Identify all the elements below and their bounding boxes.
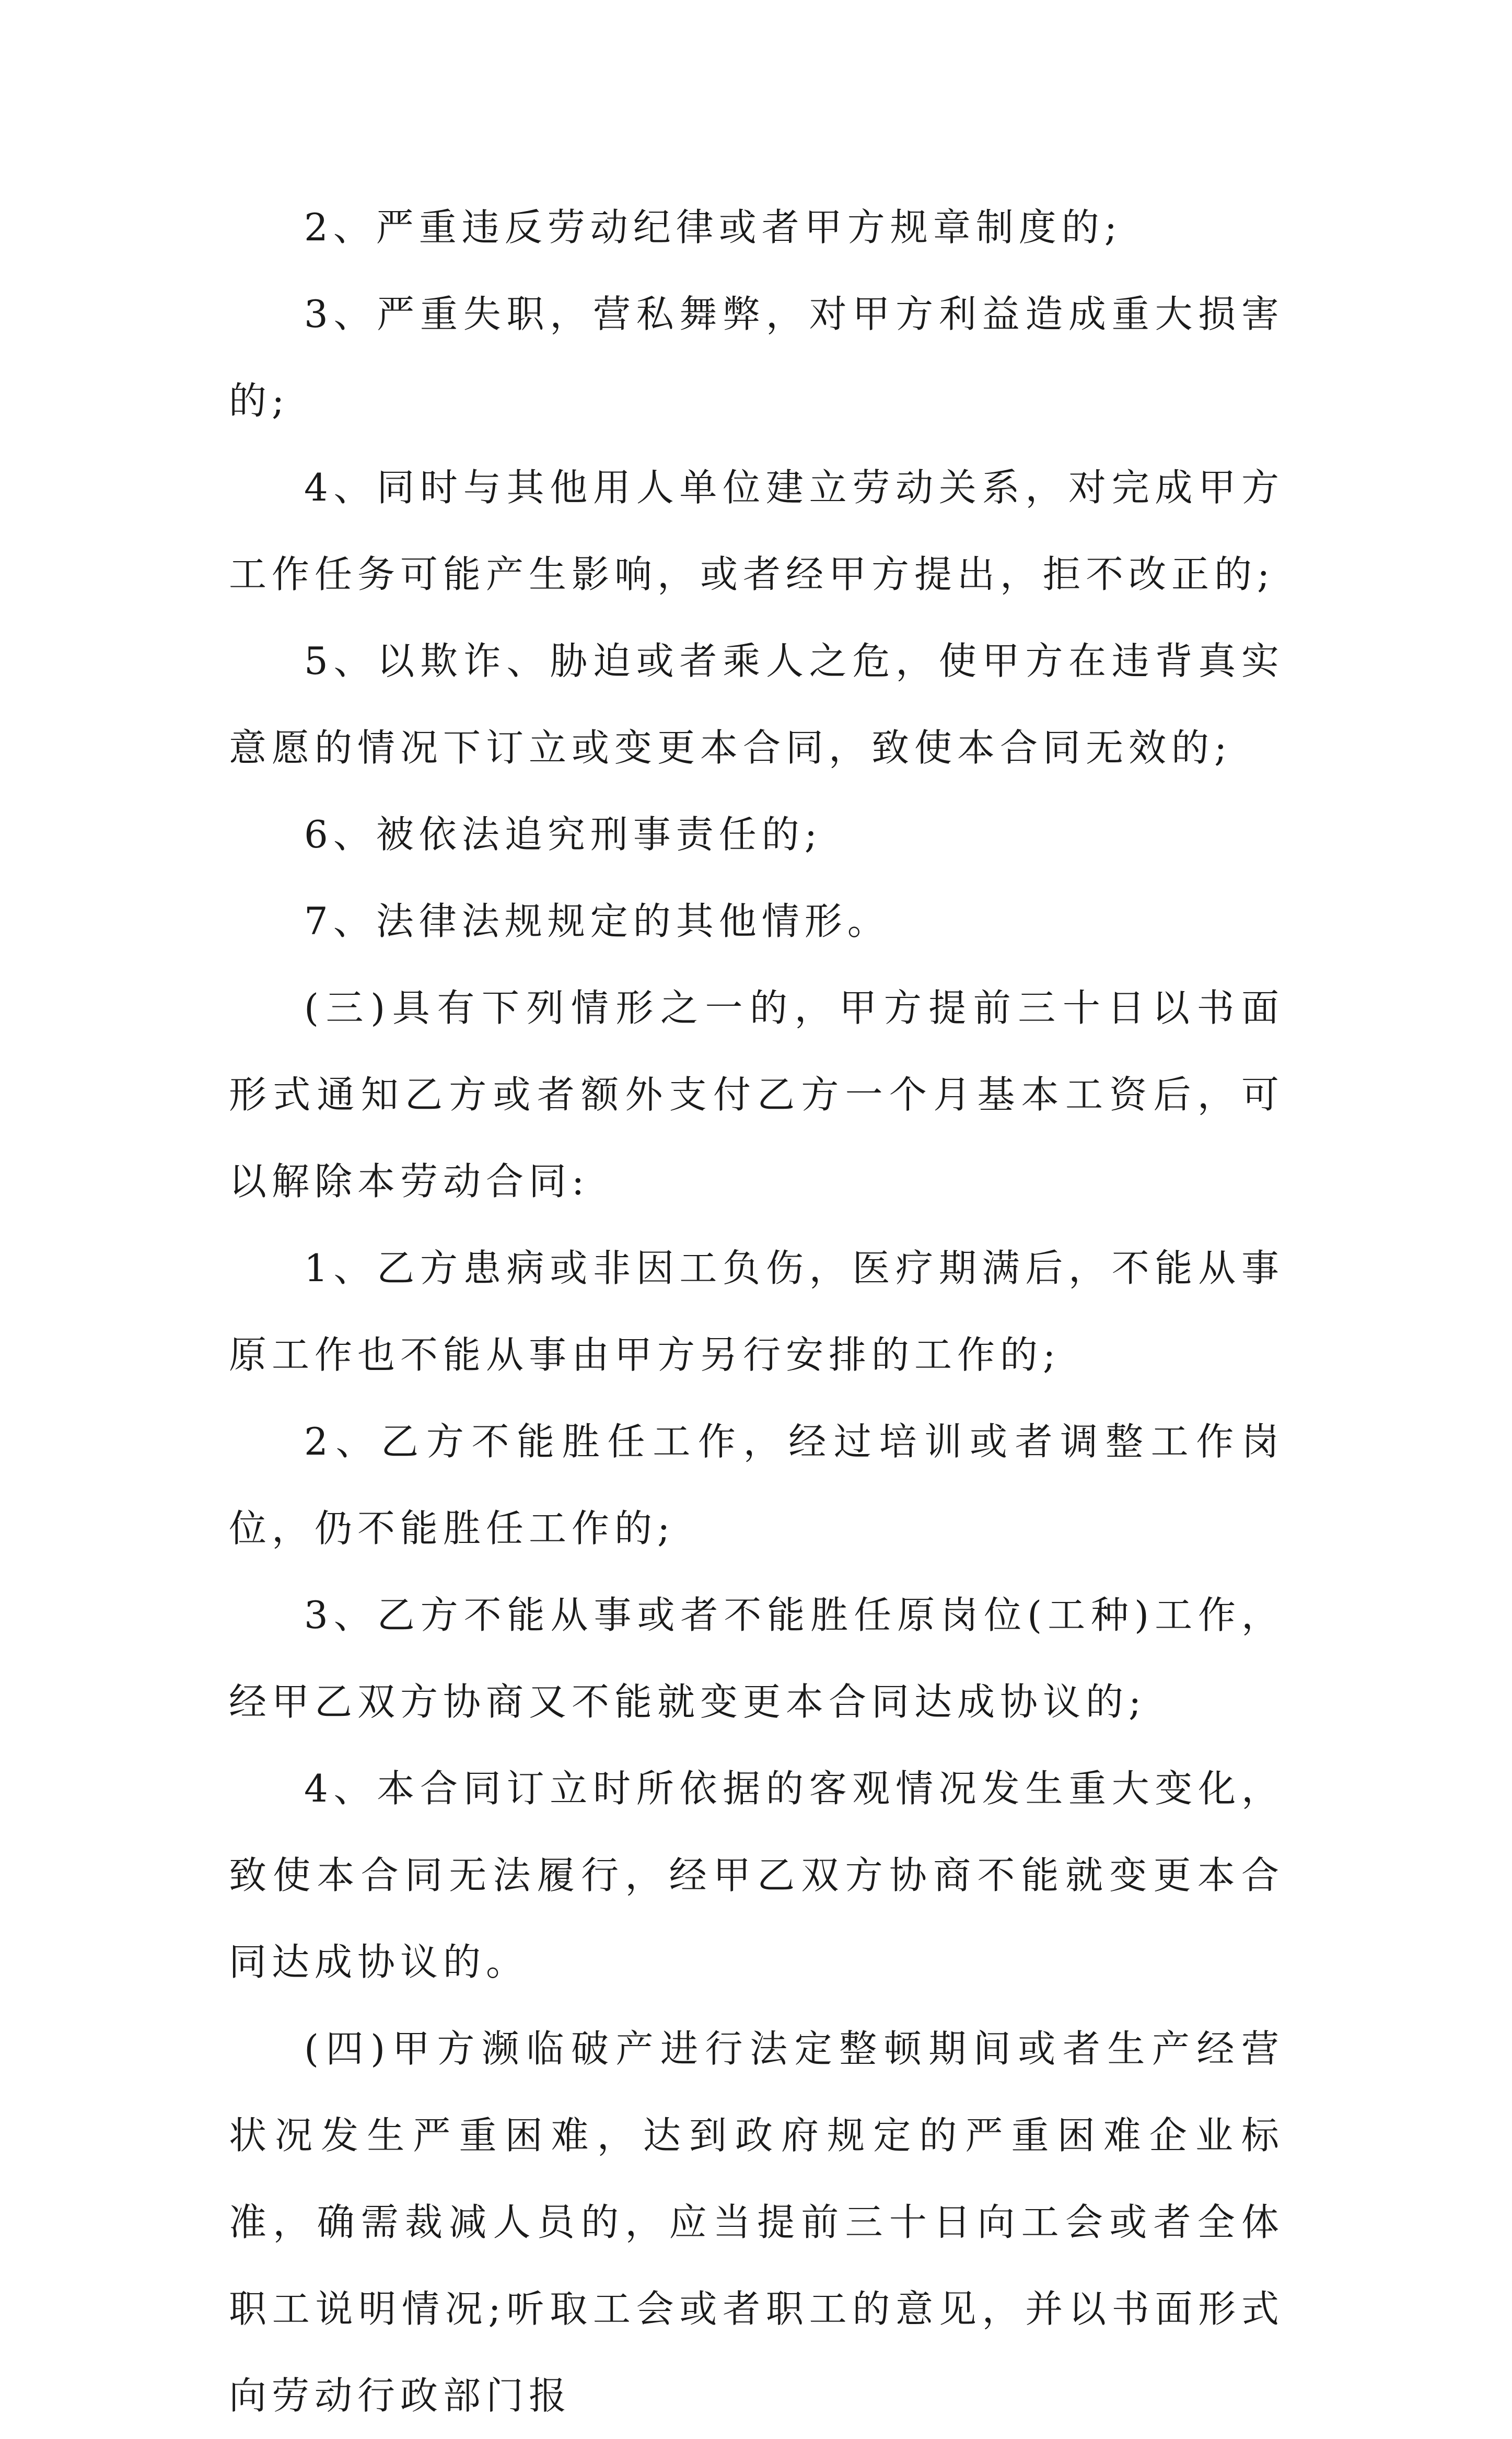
paragraph: 4、本合同订立时所依据的客观情况发生重大变化，致使本合同无法履行，经甲乙双方协商不能就变更本合同达成协议的。 [229,1767,1284,1984]
paragraph: 6、被依法追究刑事责任的; [304,812,823,856]
paragraph: 2、严重违反劳动纪律或者甲方规章制度的; [304,205,1123,249]
paragraph: (四)甲方濒临破产进行法定整顿期间或者生产经营状况发生严重困难，达到政府规定的严重困难企业标准，确需裁减人员的，应当提前三十日向工会或者全体职工说明情况;听取工会或者职工的意见，并以书面形式向劳动行政部门报 [229,2027,1284,2418]
paragraph: 4、同时与其他用人单位建立劳动关系，对完成甲方工作任务可能产生影响，或者经甲方提出，拒不改正的; [229,466,1284,596]
paragraph: (三)具有下列情形之一的，甲方提前三十日以书面形式通知乙方或者额外支付乙方一个月基本工资后，可以解除本劳动合同: [229,986,1284,1203]
paragraph: 1、乙方患病或非因工负伤，医疗期满后，不能从事原工作也不能从事由甲方另行安排的工作的; [229,1246,1284,1377]
paragraph: 3、乙方不能从事或者不能胜任原岗位(工种)工作，经甲乙双方协商又不能就变更本合同达成协议的; [229,1593,1284,1724]
document-body [229,184,1284,2439]
paragraph: 3、严重失职，营私舞弊，对甲方利益造成重大损害的; [229,292,1284,423]
paragraph: 5、以欺诈、胁迫或者乘人之危，使甲方在违背真实意愿的情况下订立或变更本合同，致使本合同无效的; [229,639,1284,770]
paragraph: 2、乙方不能胜任工作，经过培训或者调整工作岗位，仍不能胜任工作的; [229,1420,1284,1550]
paragraph: 7、法律法规规定的其他情形。 [304,899,890,943]
